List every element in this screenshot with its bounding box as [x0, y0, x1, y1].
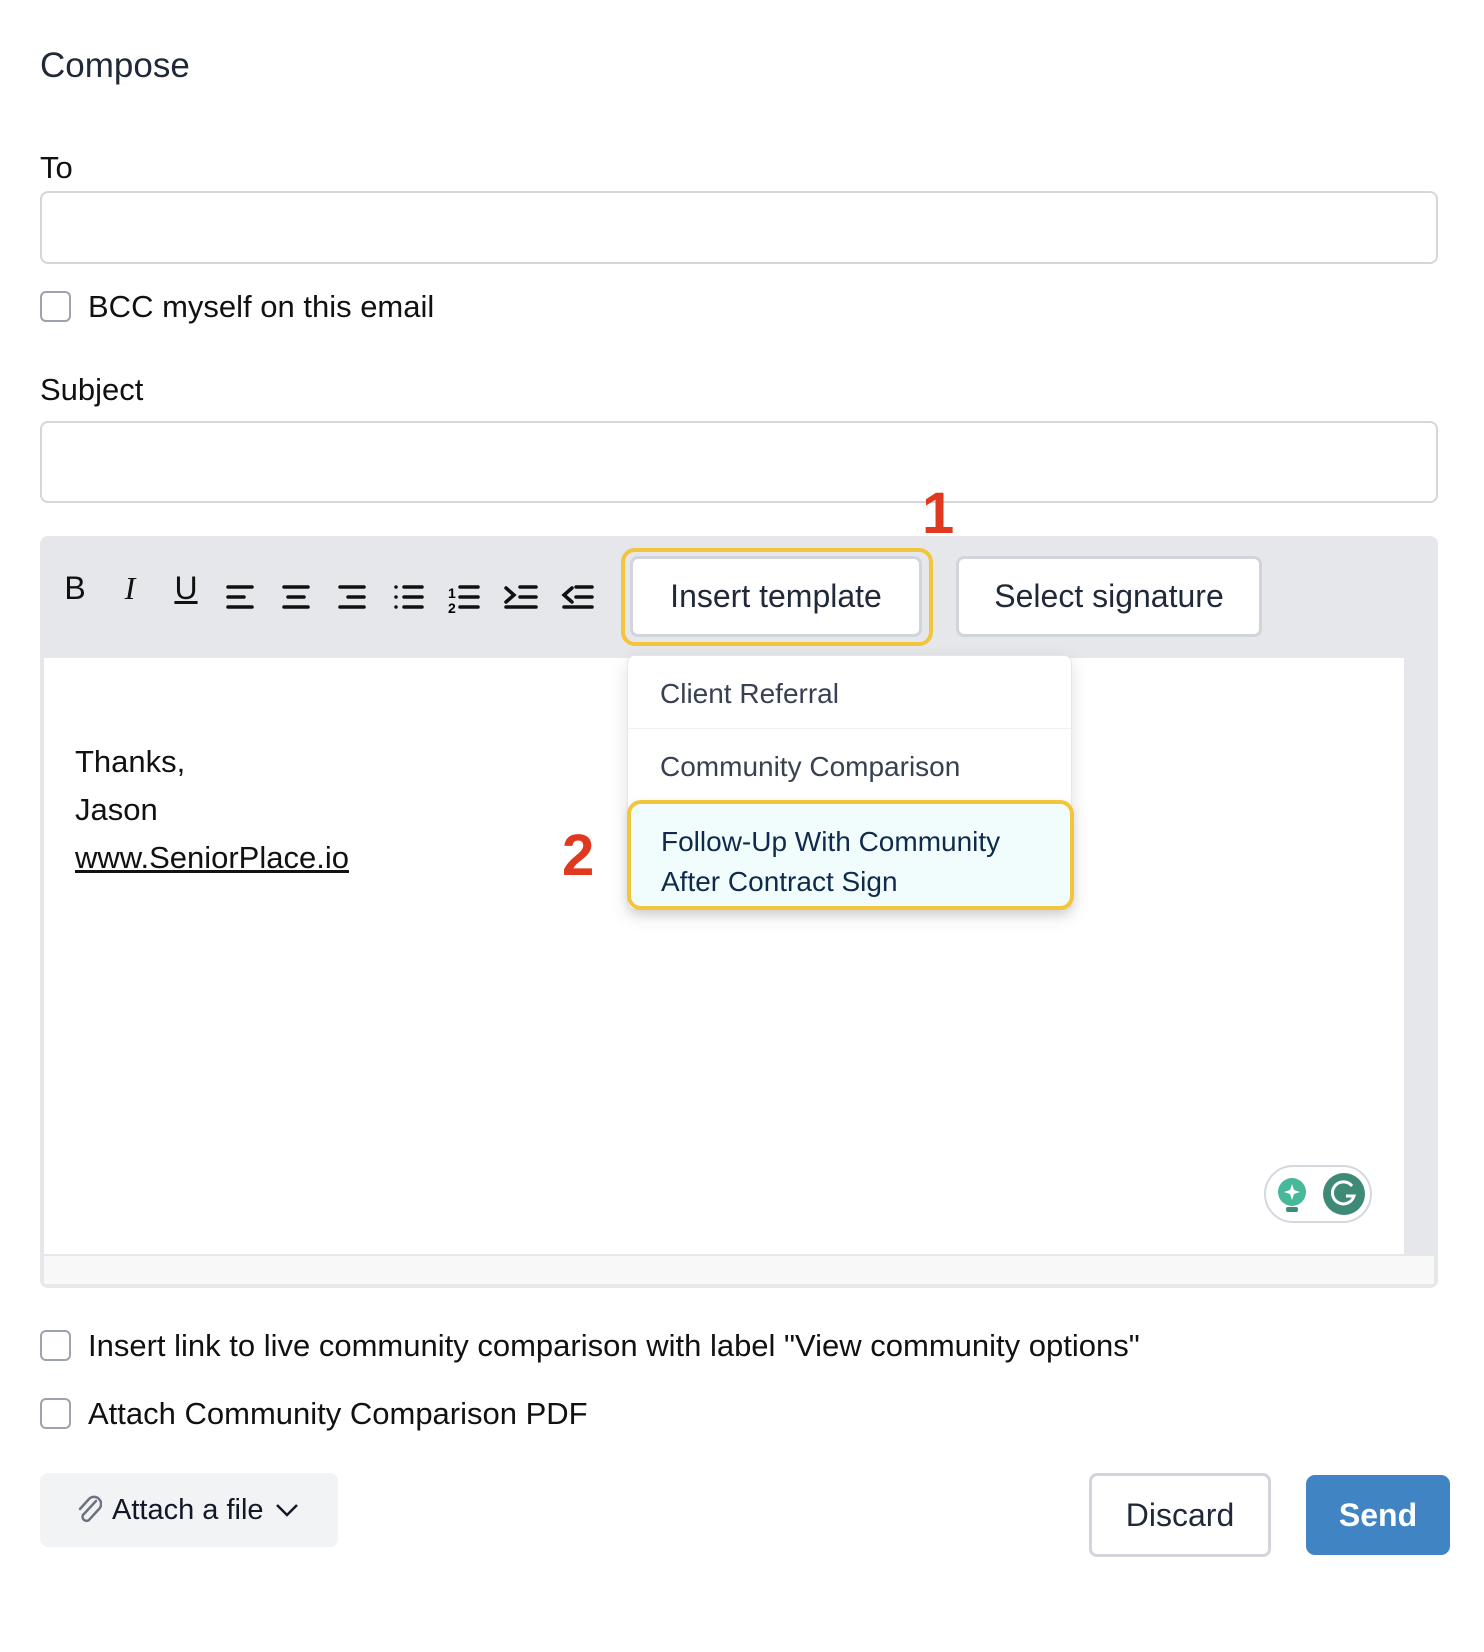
outdent-icon[interactable]: [560, 582, 596, 614]
bcc-checkbox[interactable]: [40, 291, 71, 322]
to-input[interactable]: [40, 191, 1438, 264]
align-center-icon: [284, 587, 308, 607]
subject-input[interactable]: [40, 421, 1438, 503]
underline-icon[interactable]: U: [174, 570, 198, 606]
svg-text:2: 2: [448, 600, 456, 614]
page-title: Compose: [40, 46, 190, 85]
align-left-icon: [228, 587, 252, 607]
send-button[interactable]: Send: [1306, 1475, 1450, 1555]
annotation-step-2: 2: [562, 823, 595, 888]
select-signature-button[interactable]: Select signature: [956, 556, 1262, 637]
format-icons: [224, 582, 544, 614]
body-link[interactable]: www.SeniorPlace.io: [75, 840, 349, 875]
bcc-label: BCC myself on this email: [88, 289, 435, 324]
paperclip-icon: [76, 1495, 102, 1525]
grammarly-icon[interactable]: [1322, 1172, 1366, 1216]
bullet-list-icon: [396, 587, 422, 607]
annotation-step-1: 1: [922, 481, 955, 546]
template-item-client-referral[interactable]: Client Referral: [660, 678, 839, 709]
italic-icon[interactable]: I: [124, 570, 136, 606]
template-item-follow-up[interactable]: Follow-Up With Community After Contract Sign: [627, 800, 1074, 910]
body-line-name: Jason: [75, 792, 158, 827]
bold-icon[interactable]: B: [64, 570, 86, 606]
attach-file-label: Attach a file: [112, 1493, 264, 1526]
to-label: To: [40, 150, 73, 185]
editor-footer: [44, 1256, 1434, 1284]
discard-button[interactable]: Discard: [1089, 1473, 1271, 1557]
svg-text:1: 1: [448, 585, 456, 601]
chevron-down-icon: [274, 1502, 300, 1518]
indent-icon: [506, 587, 536, 607]
lightbulb-icon[interactable]: [1276, 1177, 1310, 1215]
numbered-list-icon: [460, 587, 478, 607]
subject-label: Subject: [40, 372, 144, 407]
live-link-checkbox[interactable]: [40, 1330, 71, 1361]
body-line-thanks: Thanks,: [75, 744, 186, 779]
align-right-icon: [340, 587, 364, 607]
attach-pdf-checkbox[interactable]: [40, 1398, 71, 1429]
attach-pdf-label: Attach Community Comparison PDF: [88, 1396, 588, 1431]
template-item-community-comparison[interactable]: Community Comparison: [660, 751, 961, 782]
attach-file-button[interactable]: [40, 1473, 338, 1547]
insert-template-button[interactable]: Insert template: [630, 556, 922, 637]
live-link-label: Insert link to live community comparison with label "View community options": [88, 1328, 1140, 1363]
grammarly-widget[interactable]: [1264, 1165, 1372, 1223]
